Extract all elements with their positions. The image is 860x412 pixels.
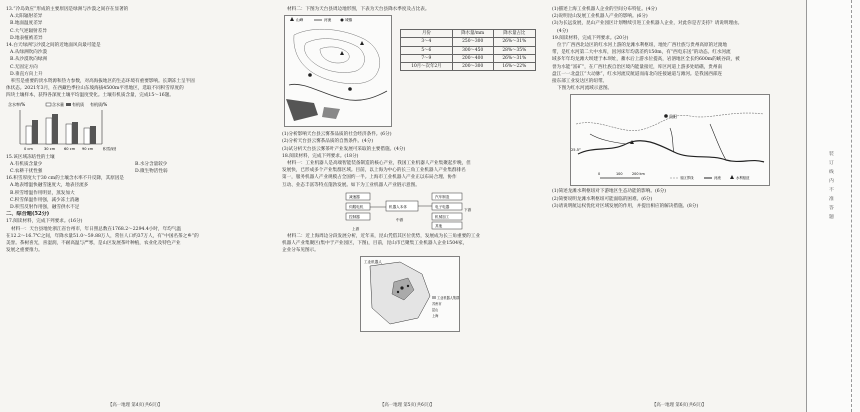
q16-stem: 16.积雪厚度大于30 cm的土壤含水率不升反降，其原因是 <box>6 176 125 182</box>
q18-stem: 18.阅读材料，完成下列要求。(18分) <box>282 153 359 159</box>
material-line: 盘江一一北盘江“大动脉”，红水河流反航道而南北向连接通道与滩河。是我国西部连 <box>552 71 723 77</box>
material-2-intro: 材料二：下图为天台县周边地形图，下表为天台县降水季度及占比表。 <box>287 7 430 12</box>
legend-swatch <box>432 296 436 299</box>
material-line: 誉为水能“富矿”，在广西壮族自治区境内能量接近，库区河道上游多处暗礁，贵州南 <box>552 64 723 70</box>
table-header-row <box>401 30 536 38</box>
town-icon <box>308 73 312 77</box>
q13-option-a: A.太阳辐射差异 <box>10 14 43 20</box>
bar <box>46 118 52 144</box>
section-2-heading: 二、综合题(52分) <box>6 211 50 218</box>
industry-chain-diagram <box>282 189 540 233</box>
map3-legend: 省区界线 <box>680 176 694 181</box>
map-city-label: 贵阳 <box>669 114 677 120</box>
map-legend-river: 河流 <box>324 18 332 23</box>
q14-option-d: D.垂直方向上升 <box>10 71 43 77</box>
q17-sub-2: (2)分析天台县云雾茶品质的自然条件。(4分) <box>282 139 374 145</box>
passage-line: 体状态。2021年3月，在西藏色季拉山东坡海拔4500m平坦地区，选取不同积雪厚度的 <box>6 86 184 92</box>
bar <box>32 120 38 144</box>
legend-town-icon <box>341 19 344 22</box>
table-cell: 250～300 <box>452 38 493 46</box>
terrain-figure-row <box>282 13 540 131</box>
x-label: 积雪深度 <box>103 146 116 151</box>
chain-up-label: 减速器 <box>349 194 360 199</box>
q15-options-row <box>6 168 268 175</box>
q17-stem: 17.阅读材料，完成下列要求。(16分) <box>6 219 83 225</box>
scale-label: 100 <box>616 172 623 177</box>
q19-sub-2: (2)简要说明龙滩水利枢纽可能面临的困难。(6分) <box>552 196 653 202</box>
material-line: 第一，服务机器人产业规模占全国约一半。上海市工业机器人产业正以布局合理、协作 <box>282 175 457 181</box>
chain-down-label: 其他 <box>435 223 443 228</box>
bar <box>26 126 32 144</box>
q13-option-b: B.地面温度差异 <box>10 21 43 27</box>
material-line: 美誉。茶树喜光，喜湿润，不耐高温与严寒，是山区发展茶叶种植，农业化及特色产业 <box>6 241 181 247</box>
column-right <box>552 6 807 398</box>
table-cell: 5～6 <box>401 46 453 54</box>
map2-legend: 上海 <box>432 314 439 319</box>
map-legend-peak: 山峰 <box>296 18 304 23</box>
q17-sub-1: (1)分析影响天台县云雾茶品质的社会经济条件。(6分) <box>282 132 392 138</box>
binding-margin <box>806 0 860 412</box>
q19-sub-3: (3)请说明航运权优化对区域发展的作用，并提出相应的解决措施。(8分) <box>552 203 699 209</box>
q13-option-c: C.大气逆辐射差异 <box>10 28 47 34</box>
city-icon <box>664 115 668 119</box>
map2-legend: 苏州市 <box>432 302 442 307</box>
bar <box>72 122 78 144</box>
town-icon <box>348 87 352 91</box>
q14-option-c: C.无固定方向 <box>10 64 38 70</box>
q13-stem: 13.“冷岛效应”形成的主要原因是绿洲与沙漠之间存在显著的 <box>6 7 129 12</box>
material-line: 互动、业态丰富等特点蓬勃发展。如下为工业机器人产业链示意图。 <box>282 182 420 188</box>
q15-option-c: C.农耕干扰性强 <box>10 169 43 175</box>
bar <box>52 114 58 144</box>
table-cell: 200～400 <box>452 54 493 62</box>
table-header: 月份 <box>401 30 453 38</box>
material-line: 接东部工业发达区的纽带。 <box>552 79 608 85</box>
q14-option-b: B.从沙漠吹向绿洲 <box>10 57 47 63</box>
material-line: 机器人产业集聚区(集中于产业园区，下图)，目前，昆山市已聚集工业机器人企业1504家， <box>282 241 468 247</box>
chain-down-label: 电子电器 <box>435 204 450 209</box>
q16-option-b: B.积雪增温作用明显，蒸发加大 <box>10 190 75 196</box>
x-tick: 30 cm <box>44 146 56 151</box>
material-line: 带，是红水河第二大中水库，因河床年均落差约150m，有“西电东送”的动态。红水河流 <box>552 50 731 56</box>
x-tick: 0 cm <box>24 146 33 151</box>
bar <box>90 126 96 144</box>
chain-down-label: 机械加工 <box>435 214 450 219</box>
chart-ylabel: 含水率/% <box>8 101 26 107</box>
map2-legend: 昆山 <box>432 308 439 313</box>
q14-option-a: A.从绿洲吹向沙漠 <box>10 50 47 56</box>
cluster-dot <box>407 285 409 287</box>
material-line: 位于广西西北边区的红水河上游的龙滩水利枢纽，地处广西壮族与贵州高原的过渡地 <box>557 43 727 49</box>
map-title: 工业机器人 <box>364 260 382 265</box>
q16-option-d: D.积雪反射作用强，融雪供水不足 <box>10 205 80 211</box>
q19-sub-1: (1)简述龙滩水利枢纽对下游地区生态功能的影响。(6分) <box>552 189 667 195</box>
column-left <box>6 6 268 398</box>
binding-margin-text: 装订线内不准答题 <box>829 152 834 220</box>
table-header: 降水量占比 <box>493 30 535 38</box>
legend-swatch-b <box>66 103 71 106</box>
terrain-map <box>284 15 392 127</box>
legend-a: 含水量 <box>52 101 64 107</box>
map-latitude: 25.5° <box>571 148 581 153</box>
q18-sub-3: (3)为长远发展，昆山产业园区计划继续引进工业机器人企业，对此你是否支持？请说明理由。 <box>552 21 743 27</box>
table-cell: 200～300 <box>452 63 493 71</box>
q15-option-b: B.水分含量较少 <box>135 161 168 167</box>
column-middle <box>282 6 540 398</box>
material-line: 发展之重要推力。 <box>6 248 43 254</box>
chain-stage-label: 上游 <box>352 226 360 231</box>
table-row <box>401 38 536 46</box>
q13-option-d: D.地表植被差异 <box>10 35 43 41</box>
map3-legend: 河流 <box>714 176 721 181</box>
kunshan-map-row <box>282 254 540 334</box>
q18-sub-2: (2)说明昆山发展工业机器人产业的影响。(6分) <box>552 14 648 20</box>
q16-option-a: A.地表增温快融雪速度大，地表径流多 <box>10 183 89 189</box>
cluster-dot <box>400 287 403 290</box>
q18-sub-3-cont: (4分) <box>557 28 569 34</box>
table-cell: 28%～35% <box>493 46 535 54</box>
table-cell: 26%～31% <box>493 38 535 46</box>
precipitation-table <box>400 29 536 71</box>
q15-stem: 15.该区域冻结性的土壤 <box>6 154 55 160</box>
q17-sub-3: (3)试分析天台县云雾茶叶产业发展可采取的主要措施。(4分) <box>282 146 406 152</box>
table-row <box>401 54 536 62</box>
bar <box>66 124 72 144</box>
page-footer-5: 【高一地理 第5页(共6页)】 <box>380 403 435 408</box>
bar <box>84 128 90 144</box>
chain-down-label: 汽车制造 <box>435 194 450 199</box>
material-line: 在12.2～16.7℃之间，年降水量51.0～59.88万人，常住人口约37万人，有“中国名茶之乡”的 <box>6 233 199 239</box>
chain-svg <box>344 191 474 233</box>
q14-stem: 14.白天绿洲与沙漠之间的近地面风向最可能是 <box>6 43 101 49</box>
table-row <box>401 46 536 54</box>
material-line: 材料一：工业机器人是高端智能装备制造的核心产业，我国工业机器人产业集聚起步晚，但 <box>287 161 471 167</box>
material-line: 发展快，已形成多个产业集群区域。目前，以上海为中心的长三角工业机器人产业集群排名 <box>282 168 466 174</box>
table-row <box>401 63 536 71</box>
chain-up-label: 控制器 <box>349 214 360 219</box>
table-cell: 3～4 <box>401 38 453 46</box>
passage-line: 四块土壤样本，获得各深度土壤平均温度变化。土壤有机质含量，完成15～16题。 <box>6 93 174 99</box>
table-cell: 300～450 <box>452 46 493 54</box>
soil-chart <box>6 100 268 154</box>
chain-stage-label: 下游 <box>464 207 472 212</box>
legend-swatch-a <box>46 103 51 106</box>
chain-up-label: 伺服电机 <box>349 204 364 209</box>
legend-b: 有机质 <box>72 101 84 107</box>
material-line: 企业分布见图示。 <box>282 248 319 254</box>
material-line: 材料二：近上海周边分段发展分析，近年来，昆山凭借其区位优势，发展成为长三角重要的工业 <box>287 233 480 239</box>
table-cell: 26%～31% <box>493 54 535 62</box>
page-footer-6: 【高一地理 第6页(共6页)】 <box>652 403 707 408</box>
kunshan-map <box>360 256 460 332</box>
x-tick: 60 cm <box>64 146 76 151</box>
table-header: 降水量/mm <box>452 30 493 38</box>
q15-option-d: D.微生物活性弱 <box>135 169 168 175</box>
chain-stage-label: 中游 <box>396 217 404 222</box>
passage-line: 积雪是重要的淡水资源和热力参数，对高海拔地区的生态环境有重要影响。长期冻土呈半固 <box>11 79 195 85</box>
q16-option-c: C.积雪保温作用强，减少冻土消融 <box>10 197 80 203</box>
q15-option-a: A.有机质含量少 <box>10 161 43 167</box>
scale-label: 0 <box>598 172 601 177</box>
scale-label: 200 km <box>632 172 645 177</box>
map3-legend: 水利枢纽 <box>736 176 750 181</box>
x-tick: 90 cm <box>82 146 94 151</box>
map-legend-town: 城镇 <box>345 18 353 23</box>
chart-yright-label: 有机质/% <box>90 101 108 107</box>
table-cell: 10月～次年2月 <box>401 63 453 71</box>
soil-chart-svg <box>6 100 116 154</box>
hongshui-map-row <box>552 92 807 188</box>
q15-options-row <box>6 161 268 168</box>
map2-legend: 工业机器人集群 <box>437 296 460 301</box>
q19-stem: 19.阅读材料，完成下列要求。(20分) <box>552 35 629 41</box>
q19-figure-caption: 下图为红水河流域示意图。 <box>557 86 613 92</box>
cluster-dot <box>397 291 399 293</box>
page-footer-4: 【高一地理 第4页(共6页)】 <box>108 403 163 408</box>
chain-mid-label: 机器人本体 <box>389 204 407 209</box>
hongshui-river-map <box>570 94 770 186</box>
map-frame <box>571 95 770 186</box>
binding-dashed-line <box>851 0 852 412</box>
table-cell: 7～9 <box>401 54 453 62</box>
material-line: 域多年年均龙滩大坝建于本坝址，蓄水后上游水位提高，岩溶地区全长约600m的峡谷段，被 <box>552 57 740 63</box>
q18-sub-1: (1)描述上海工业机器人企业的空间分布特征。(4分) <box>552 7 657 12</box>
material-line: 材料一：天台县地处浙江省台州市，年日照总数在1768.2～2294.4小时，年均气温 <box>11 226 181 232</box>
table-cell: 16%～22% <box>493 63 535 71</box>
